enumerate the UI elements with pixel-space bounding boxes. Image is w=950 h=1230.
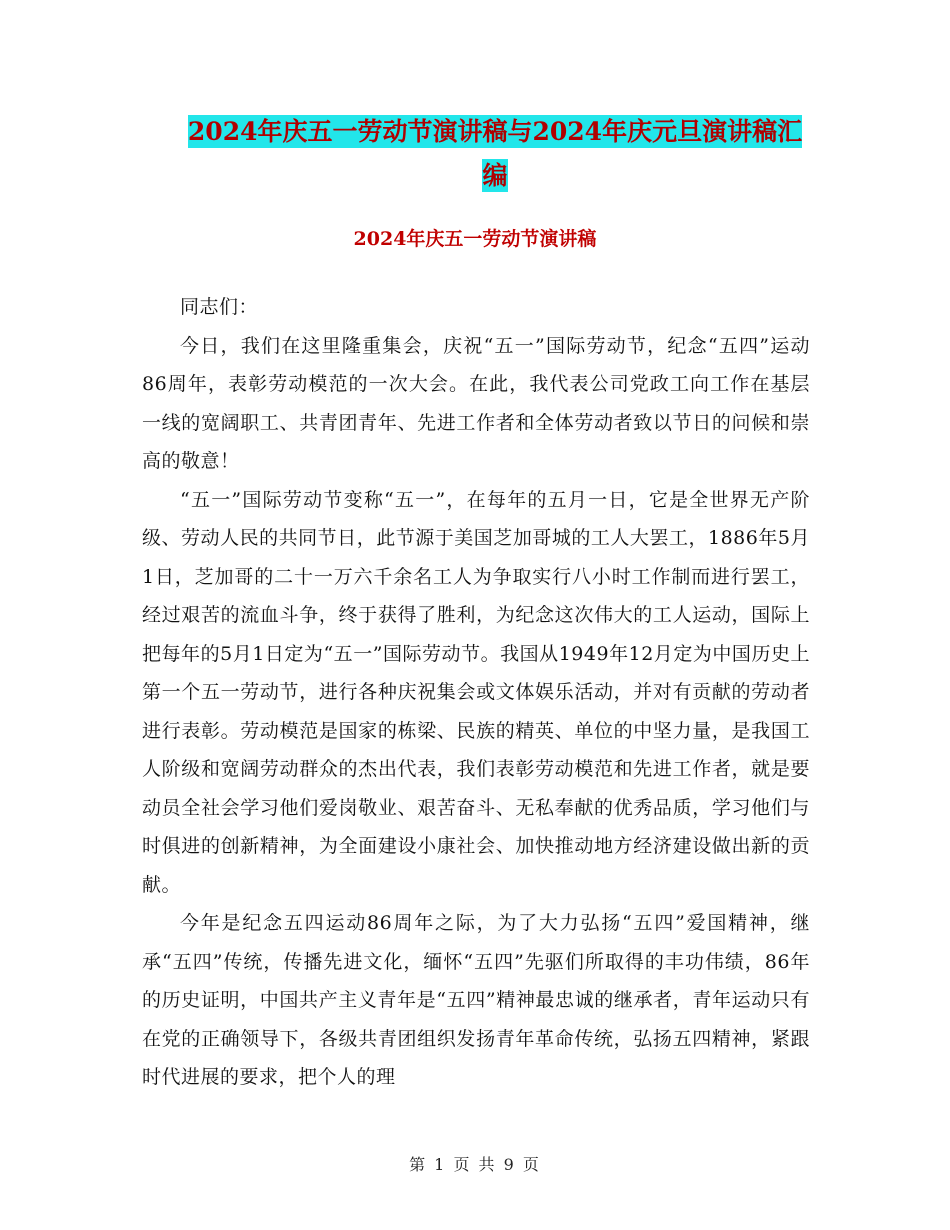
section-title: 2024年庆五一劳动节演讲稿	[353, 228, 597, 250]
document-title-line-2: 编	[482, 161, 508, 190]
paragraph-1: 今日，我们在这里隆重集会，庆祝“五一”国际劳动节，纪念“五四”运动86周年，表彰劳动模范的一次大会。在此，我代表公司党政工向工作在基层一线的宽阔职工、共青团青年、先进工作者和全体劳动者致以节日的问候和崇高的敬意！	[142, 334, 810, 472]
salutation: 同志们：	[180, 296, 259, 318]
paragraph-2: “五一”国际劳动节变称“五一”，在每年的五月一日，它是全世界无产阶级、劳动人民的共同节日，此节源于美国芝加哥城的工人大罢工，1886年5月1日，芝加哥的二十一万六千余名工人为争取实行八小时工作制而进行罢工，经过艰苦的流血斗争，终于获得了胜利，为纪念这次伟大的工人运动，国际上把每年的5月1日定为“五一”国际劳动节。我国从1949年12月定为中国历史上第一个五一劳动节，进行各种庆祝集会或文体娱乐活动，并对有贡献的劳动者进行表彰。劳动模范是国家的栋梁、民族的精英、单位的中坚力量，是我国工人阶级和宽阔劳动群众的杰出代表，我们表彰劳动模范和先进工作者，就是要动员全社会学习他们爱岗敬业、艰苦奋斗、无私奉献的优秀品质，学习他们与时俱进的创新精神，为全面建设小康社会、加快推动地方经济建设做出新的贡献。	[142, 488, 810, 896]
paragraph-3: 今年是纪念五四运动86周年之际，为了大力弘扬“五四”爱国精神，继承“五四”传统，传播先进文化，缅怀“五四”先驱们所取得的丰功伟绩，86年的历史证明，中国共产主义青年是“五四”精神最忠诚的继承者，青年运动只有在党的正确领导下，各级共青团组织发扬青年革命传统，弘扬五四精神，紧跟时代进展的要求，把个人的理	[142, 912, 810, 1088]
speech-body	[142, 288, 810, 1097]
document-title-line-1: 2024年庆五一劳动节演讲稿与2024年庆元旦演讲稿汇	[187, 117, 803, 146]
page-number-footer: 第 1 页 共 9 页	[409, 1155, 541, 1174]
document-title	[140, 110, 850, 198]
